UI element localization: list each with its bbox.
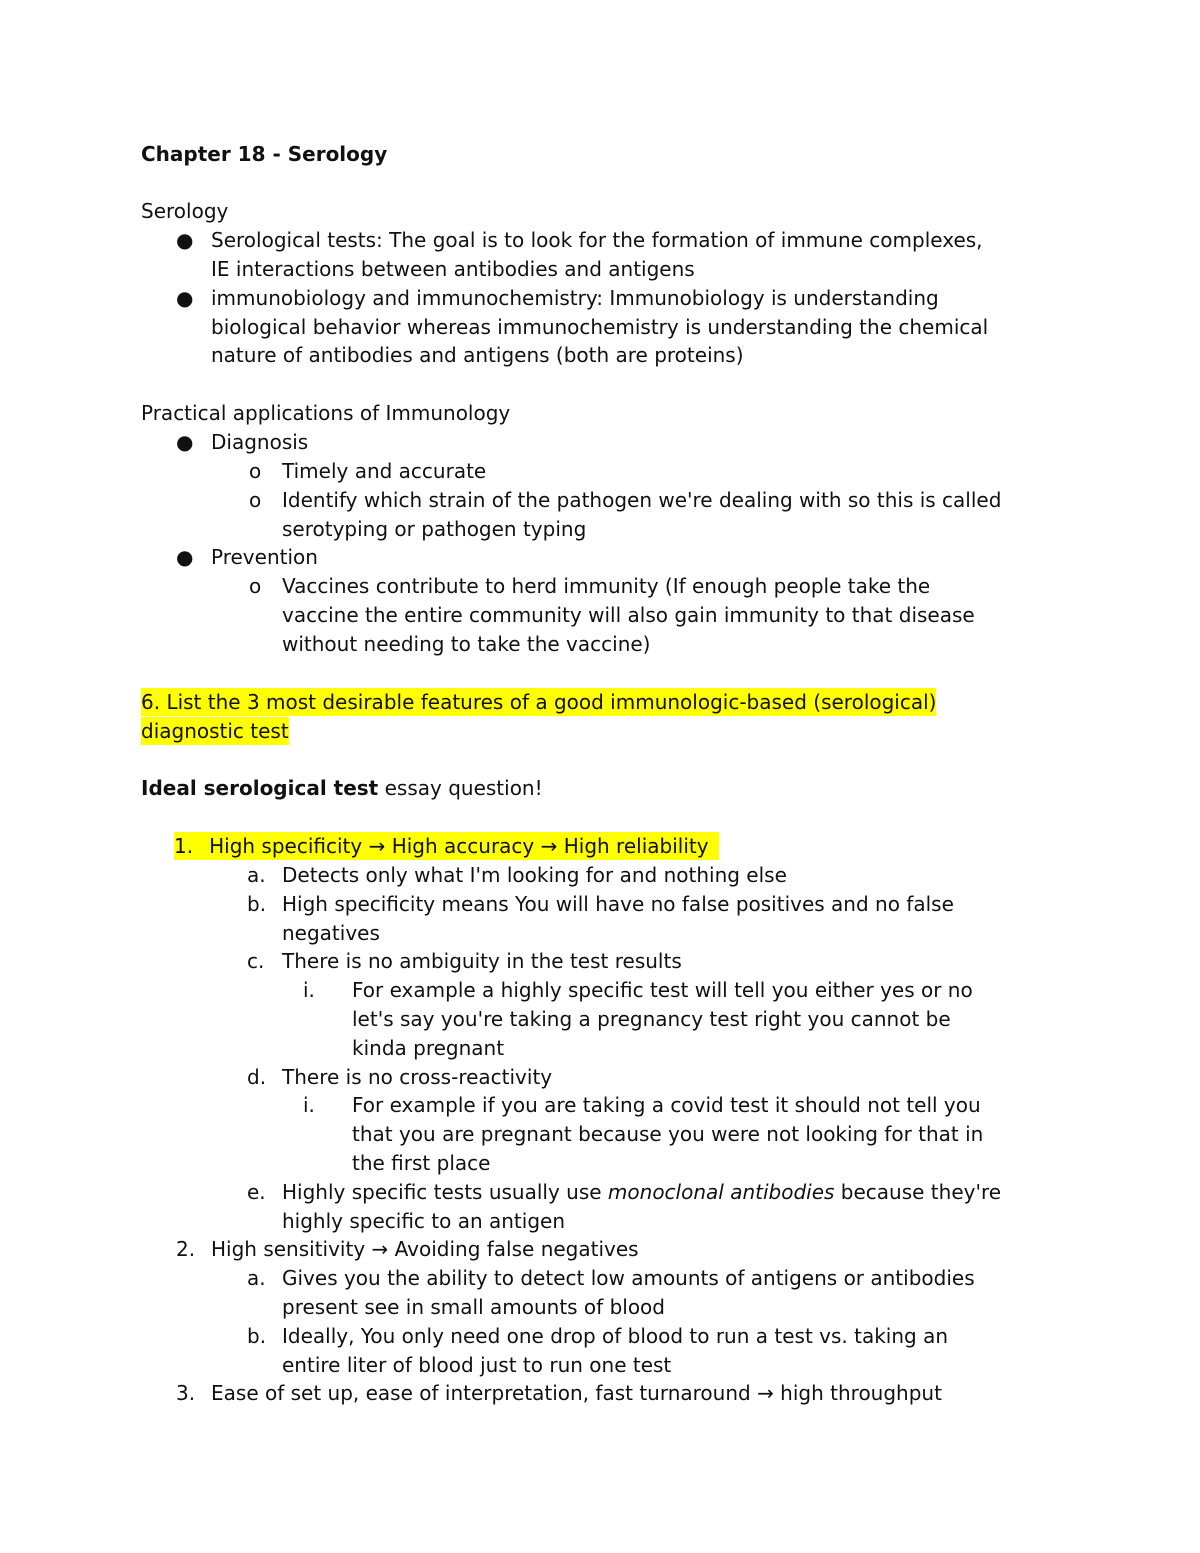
sub-bullet-text: without needing to take the vaccine) [282, 632, 651, 656]
sub-item-text: High specificity means You will have no false positives and no false [282, 892, 954, 916]
letter-marker: a. [247, 863, 266, 887]
roman-marker: i. [303, 978, 315, 1002]
section-heading-serology: Serology [141, 199, 229, 223]
sub-item-text: negatives [282, 921, 380, 945]
sub-bullet-text: vaccine the entire community will also gain immunity to that disease [282, 603, 975, 627]
sub-item-text: There is no ambiguity in the test results [282, 949, 682, 973]
sub-bullet-text: Identify which strain of the pathogen we're dealing with so this is called [282, 488, 1002, 512]
number-marker: 3. [176, 1381, 196, 1405]
letter-marker: c. [247, 949, 265, 973]
ideal-test-bold: Ideal serological test [141, 776, 379, 800]
letter-marker: e. [247, 1180, 266, 1204]
bullet-text: immunobiology and immunochemistry: Immunobiology is understanding [211, 286, 939, 310]
bullet-marker: ● [176, 228, 194, 252]
sub-sub-item-text: For example if you are taking a covid test it should not tell you [352, 1093, 981, 1117]
sub-item-text: highly specific to an antigen [282, 1209, 566, 1233]
item-heading: Ease of set up, ease of interpretation, fast turnaround → high throughput [211, 1381, 942, 1405]
number-marker: 1. [174, 834, 194, 858]
sub-item-text: There is no cross-reactivity [282, 1065, 553, 1089]
bullet-marker: ● [176, 545, 194, 569]
bullet-text: Prevention [211, 545, 318, 569]
item-heading: High specificity → High accuracy → High reliability [209, 834, 709, 858]
ideal-test-heading [141, 774, 543, 802]
sub-item-text: Ideally, You only need one drop of blood to run a test vs. taking an [282, 1324, 949, 1348]
letter-marker: b. [247, 892, 267, 916]
sub-item-text: present see in small amounts of blood [282, 1295, 665, 1319]
circle-marker: o [249, 574, 262, 598]
sub-sub-item-text: that you are pregnant because you were not looking for that in [352, 1122, 984, 1146]
emphasized-term: monoclonal antibodies [607, 1180, 835, 1204]
sub-item-text: Detects only what I'm looking for and nothing else [282, 863, 787, 887]
bullet-marker: ● [176, 286, 194, 310]
circle-marker: o [249, 459, 262, 483]
letter-marker: a. [247, 1266, 266, 1290]
section-heading-applications: Practical applications of Immunology [141, 401, 511, 425]
sub-item-text [282, 1178, 1001, 1206]
bullet-text: nature of antibodies and antigens (both are proteins) [211, 343, 744, 367]
bullet-text: Serological tests: The goal is to look for the formation of immune complexes, [211, 228, 983, 252]
sub-bullet-text: serotyping or pathogen typing [282, 517, 587, 541]
highlighted-question: diagnostic test [141, 719, 289, 743]
letter-marker: d. [247, 1065, 267, 1089]
number-marker: 2. [176, 1237, 196, 1261]
sub-item-text-pre: Highly specific tests usually use [282, 1180, 608, 1204]
sub-sub-item-text: let's say you're taking a pregnancy test right you cannot be [352, 1007, 951, 1031]
letter-marker: b. [247, 1324, 267, 1348]
sub-sub-item-text: For example a highly specific test will tell you either yes or no [352, 978, 973, 1002]
item-heading: High sensitivity → Avoiding false negatives [211, 1237, 639, 1261]
bullet-text: IE interactions between antibodies and antigens [211, 257, 695, 281]
bullet-text: biological behavior whereas immunochemistry is understanding the chemical [211, 315, 989, 339]
sub-sub-item-text: the first place [352, 1151, 491, 1175]
ideal-test-rest: essay question! [378, 776, 543, 800]
sub-item-text-post: because they're [834, 1180, 1002, 1204]
numbered-item-1 [174, 832, 719, 860]
sub-item-text: Gives you the ability to detect low amounts of antigens or antibodies [282, 1266, 975, 1290]
bullet-marker: ● [176, 430, 194, 454]
sub-sub-item-text: kinda pregnant [352, 1036, 505, 1060]
highlighted-question: 6. List the 3 most desirable features of a good immunologic-based (serological) [141, 690, 937, 714]
sub-bullet-text: Timely and accurate [282, 459, 487, 483]
sub-bullet-text: Vaccines contribute to herd immunity (If enough people take the [282, 574, 931, 598]
sub-item-text: entire liter of blood just to run one test [282, 1353, 672, 1377]
roman-marker: i. [303, 1093, 315, 1117]
bullet-text: Diagnosis [211, 430, 309, 454]
page-title: Chapter 18 - Serology [141, 142, 388, 166]
circle-marker: o [249, 488, 262, 512]
